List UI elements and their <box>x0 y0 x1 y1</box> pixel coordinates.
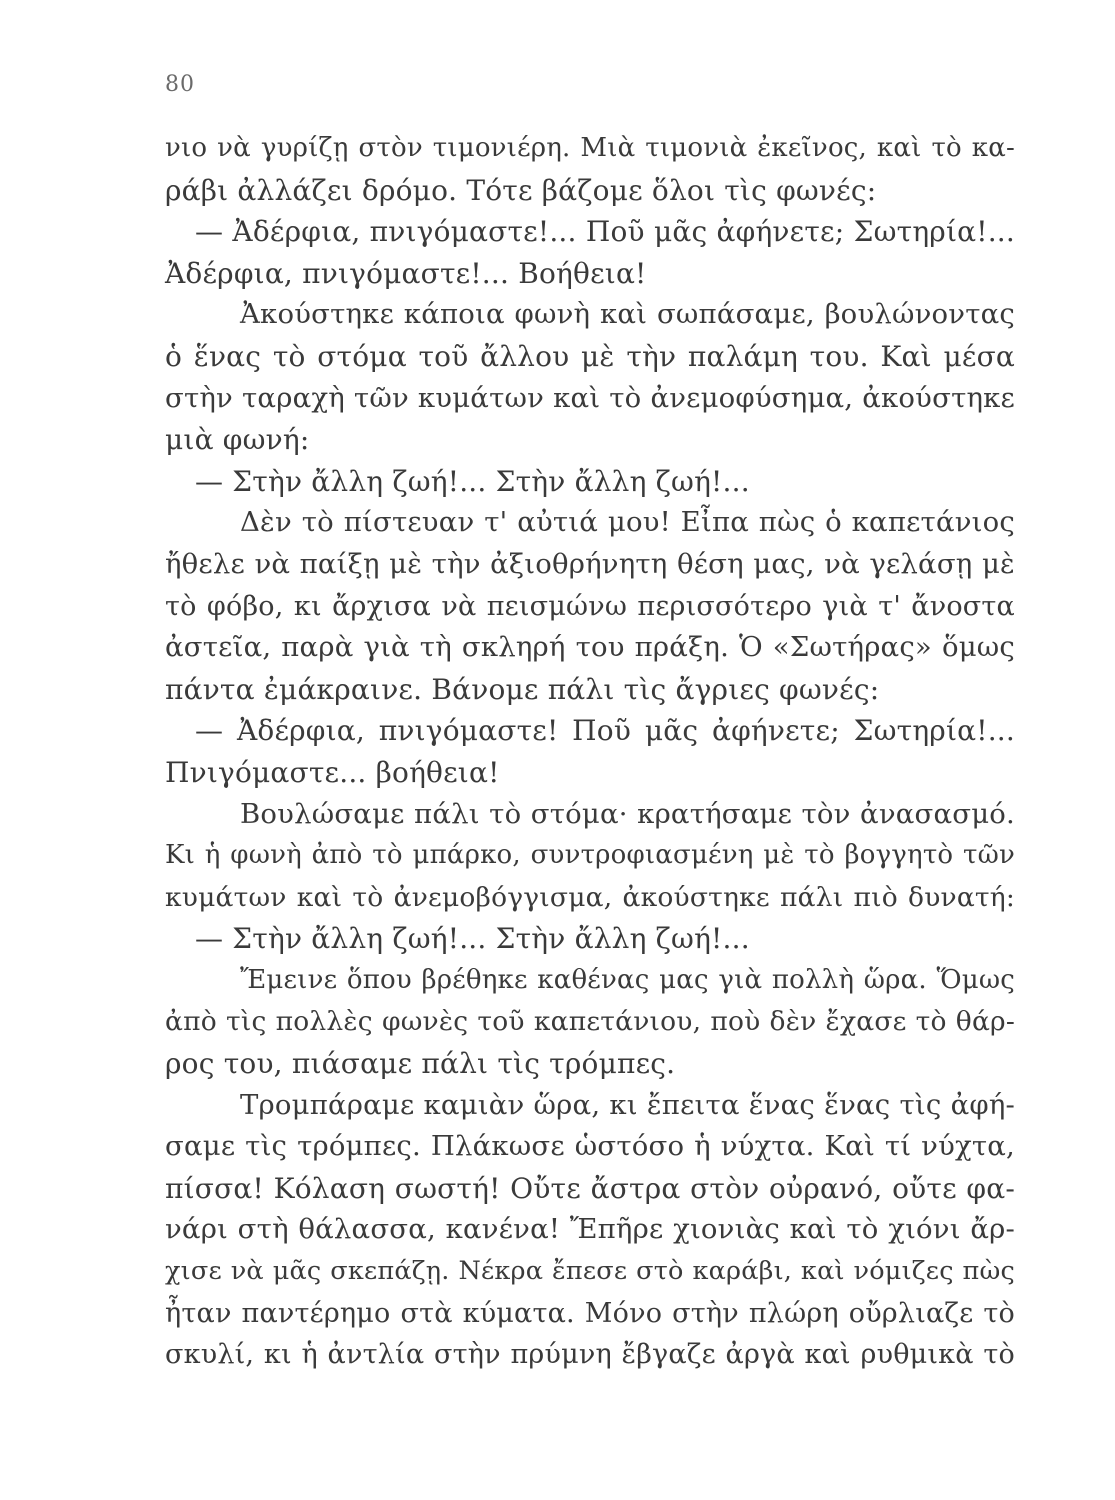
text-line: νιο νὰ γυρίζῃ στὸν τιμονιέρη. Μιὰ τιμονιὰ ἐκεῖνος, καὶ τὸ κα- <box>165 133 1015 163</box>
text-line: ἀπὸ τὶς πολλὲς φωνὲς τοῦ καπετάνιου, ποὺ δὲν ἔχασε τὸ θάρ- <box>165 1006 1015 1038</box>
text-line: — Στὴν ἄλλη ζωή!... Στὴν ἄλλη ζωή!... <box>195 922 750 956</box>
text-line: Πνιγόμαστε... βοήθεια! <box>165 755 500 789</box>
text-line: ὁ ἕνας τὸ στόμα τοῦ ἄλλου μὲ τὴν παλάμη του. Καὶ μέσα <box>165 339 1015 373</box>
text-line: — Ἀδέρφια, πνιγόμαστε! Ποῦ μᾶς ἀφήνετε; Σωτηρία!... <box>195 714 1015 748</box>
text-line: πίσσα! Κόλαση σωστή! Οὔτε ἄστρα στὸν οὐρανό, οὔτε φα- <box>165 1171 1015 1205</box>
text-line: Βουλώσαμε πάλι τὸ στόμα· κρατήσαμε τὸν ἀνασασμό. <box>240 797 1015 830</box>
text-line: πάντα ἐμάκραινε. Βάνομε πάλι τὶς ἄγριες φωνές: <box>165 672 880 706</box>
text-line: μιὰ φωνή: <box>165 423 310 457</box>
text-line: σαμε τὶς τρόμπες. Πλάκωσε ὡστόσο ἡ νύχτα. Καὶ τί νύχτα, <box>165 1130 1015 1163</box>
text-line: νάρι στὴ θάλασσα, κανένα! Ἔπῆρε χιονιὰς καὶ τὸ χιόνι ἄρ- <box>165 1213 1015 1246</box>
text-line: τὸ φόβο, κι ἄρχισα νὰ πεισμώνω περισσότερο γιὰ τ' ἄνοστα <box>165 590 1015 622</box>
text-line: ρος του, πιάσαμε πάλι τὶς τρόμπες. <box>165 1047 676 1081</box>
body-text <box>165 128 1015 1376</box>
text-line: Κι ἡ φωνὴ ἀπὸ τὸ μπάρκο, συντροφιασμένη μὲ τὸ βογγητὸ τῶν <box>165 840 1015 871</box>
text-line: χισε νὰ μᾶς σκεπάζῃ. Νέκρα ἔπεσε στὸ καράβι, καὶ νόμιζες πὼς <box>165 1256 1015 1287</box>
text-line: — Ἀδέρφια, πνιγόμαστε!... Ποῦ μᾶς ἀφήνετε; Σωτηρία!... <box>195 215 1015 249</box>
text-line: ἀστεῖα, παρὰ γιὰ τὴ σκληρή του πράξη. Ὁ «Σωτήρας» ὅμως <box>165 631 1015 664</box>
text-line: ράβι ἀλλάζει δρόμο. Τότε βάζομε ὅλοι τὶς φωνές: <box>165 173 877 207</box>
page-number: 80 <box>165 72 195 97</box>
text-line: Ἔμεινε ὅπου βρέθηκε καθένας μας γιὰ πολλὴ ὥρα. Ὅμως <box>240 964 1015 995</box>
text-line: Ἀκούστηκε κάποια φωνὴ καὶ σωπάσαμε, βουλώνοντας <box>240 298 1015 331</box>
text-line: ἦταν παντέρημο στὰ κύματα. Μόνο στὴν πλώρη οὔρλιαζε τὸ <box>165 1297 1015 1329</box>
text-line: κυμάτων καὶ τὸ ἀνεμοβόγγισμα, ἀκούστηκε πάλι πιὸ δυνατή: <box>165 881 1015 913</box>
text-line: ἤθελε νὰ παίξῃ μὲ τὴν ἀξιοθρήνητη θέση μας, νὰ γελάσῃ μὲ <box>165 547 1015 580</box>
text-line: σκυλί, κι ἡ ἀντλία στὴν πρύμνη ἔβγαζε ἀργὰ καὶ ρυθμικὰ τὸ <box>165 1339 1015 1371</box>
text-line: Τρομπάραμε καμιὰν ὥρα, κι ἔπειτα ἕνας ἕνας τὶς ἀφή- <box>240 1088 1015 1121</box>
text-line: Ἀδέρφια, πνιγόμαστε!... Βοήθεια! <box>165 256 647 290</box>
text-line: στὴν ταραχὴ τῶν κυμάτων καὶ τὸ ἀνεμοφύσημα, ἀκούστηκε <box>165 381 1015 414</box>
text-line: Δὲν τὸ πίστευαν τ' αὐτιά μου! Εἶπα πὼς ὁ καπετάνιος <box>240 506 1015 539</box>
text-line: — Στὴν ἄλλη ζωή!... Στὴν ἄλλη ζωή!... <box>195 464 750 498</box>
